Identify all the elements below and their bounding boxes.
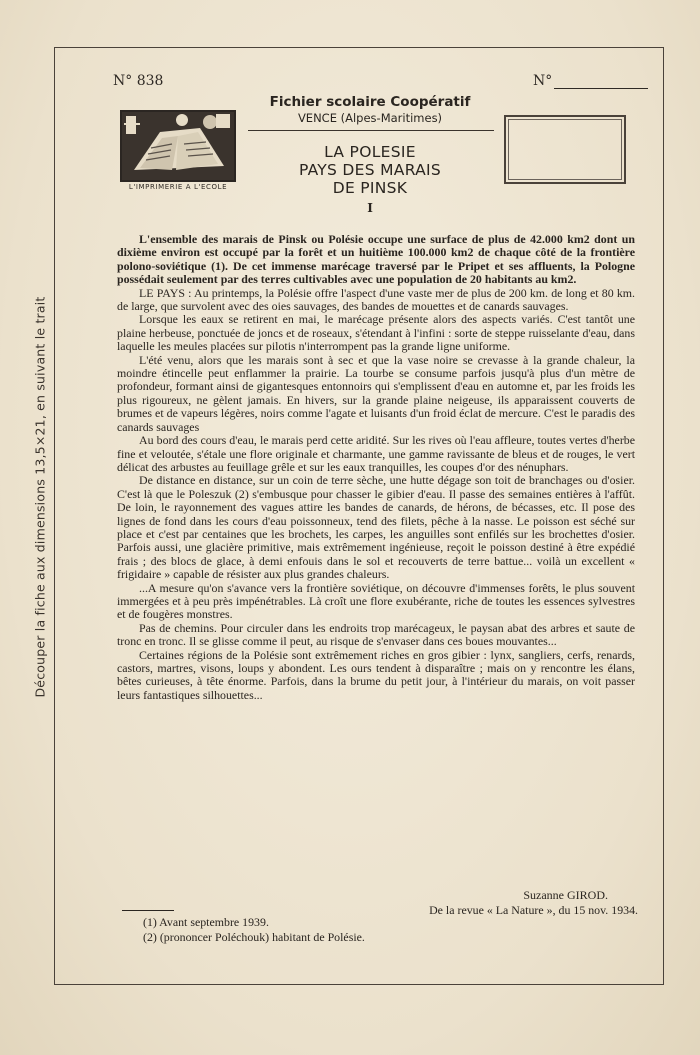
paragraph-hutte: De distance en distance, sur un coin de terre sèche, une hutte dégage son toit de branchages ou d'osier. C'est là que le Poleszuk (2) s'embusque pour chasser le gibier d'eau. Il passe des semaines entières à l'affût. De loin, le rayonnement des vagues attire les bandes de canards, de hérons, de bécasses, etc. Il pose des lignes de fond dans les cours d'eau poissonneux, tend des filets, pêche à la nasse. Le poisson est séché sur place et c'est par centaines que les brochets, les carpes, les anguilles sont enfilés sur les brochettes d'osier. Parfois aussi, une glacière primitive, mais extrêmement ingénieuse, reçoit le poisson destiné à être expédié frais ; des blocs de glace, à demi enfouis dans le sol et recouverts de terre battue... voilà un excellent « frigidaire » capable de résister aux plus grandes chaleurs.: [117, 473, 635, 582]
title-line-3: DE PINSK: [332, 179, 408, 197]
paragraph-gibier: Certaines régions de la Polésie sont extrêmement riches en gros gibier : lynx, sangliers, cerfs, renards, castors, martres, visons, loups y abondent. Les ours tendent à disparaître ; mais on y rencontre les élans, bêtes curieuses, à tête énorme. Parfois, dans la brume du petit jour, à l'intérieur du marais, on voit passer leurs fantastiques silhouettes...: [117, 647, 635, 702]
paragraph-pays: LE PAYS : Au printemps, la Polésie offre l'aspect d'une vaste mer de plus de 200 km. de long et 80 km. de large, que survolent avec des oies sauvages, des bandes de mouettes et de canards sauvages.: [117, 285, 635, 314]
cutting-instruction: Découper la fiche aux dimensions 13,5×21, en suivant le trait: [32, 296, 48, 698]
document-title: [248, 143, 492, 197]
article-body: [117, 233, 635, 702]
printing-press-logo: [120, 110, 236, 182]
footnote-2: (2) (prononcer Poléchouk) habitant de Polésie.: [143, 930, 365, 944]
publisher-location: VENCE (Alpes-Maritimes): [297, 111, 443, 125]
title-line-2: PAYS DES MARAIS: [298, 161, 442, 179]
paragraph-ete: L'été venu, alors que les marais sont à sec et que la vase noire se crevasse à la grande chaleur, la moindre étincelle peut enflammer la prairie. La tourbe se consume parfois jusqu'à plus d'un mètre de profondeur, formant ainsi de gigantesques entonnoirs qui s'emplissent d'eau en automne et, par les froids les plus rigoureux, ne gèlent jamais. En hivers, sur la grande plaine neigeuse, ils apparaissent couverts de brumes et de vapeurs légères, noirs comme l'agate et luisants d'un froid éclat de mercure. C'est le paradis des canards sauvages: [117, 352, 635, 434]
publisher-name: Fichier scolaire Coopératif: [269, 94, 471, 110]
intro-paragraph: L'ensemble des marais de Pinsk ou Polésie occupe une surface de plus de 42.000 km2 dont un dixième environ est occupé par la forêt et un huitième 100.000 km2 de chaque côté de la frontière polono-soviétique (1). De cet immense marécage traversé par le Pripet et ses affluents, la Pologne possédait seulement par des terres cultivables avec une population de 20 habitants au km2.: [117, 232, 635, 287]
part-number: I: [367, 201, 373, 215]
footnote-rule: [122, 910, 174, 911]
card-number: N° 838: [113, 73, 164, 89]
stamp-box: [504, 115, 626, 184]
card-number-blank: [533, 73, 648, 89]
author-signature: Suzanne GIROD.: [523, 888, 608, 902]
paragraph-forets: ...A mesure qu'on s'avance vers la frontière soviétique, on découvre d'immenses forêts, le plus souvent immergées et à peu près impénétrables. Là croît une flore exubérante, riche de toutes les essences sylvestres et de fougères monstres.: [117, 580, 635, 622]
source-citation: De la revue « La Nature », du 15 nov. 1934.: [429, 903, 638, 917]
footnote-1: (1) Avant septembre 1939.: [143, 915, 269, 929]
paragraph-mai: Lorsque les eaux se retirent en mai, le marécage présente alors des aspects variés. C'est tantôt une plaine herbeuse, ponctuée de joncs et de roseaux, s'étendant à l'infini : sorte de steppe ruisselante d'eau, dans laquelle les meules placées sur pilotis n'interrompent pas la grande ligne uniforme.: [117, 312, 635, 354]
paragraph-cours-eau: Au bord des cours d'eau, le marais perd cette aridité. Sur les rives où l'eau affleure, toutes vertes d'herbe fine et veloutée, s'étale une flore originale et charmante, une gamme ravissante de bleus et de rouges, le vert délicat des arbustes au feuillage grêle et sur les eaux tranquilles, les coupes d'or des nénuphars.: [117, 433, 635, 474]
card-number-blank-line: [554, 76, 648, 89]
title-line-1: LA POLESIE: [324, 143, 416, 161]
card-number-blank-label: N°: [533, 73, 553, 89]
paragraph-chemins: Pas de chemins. Pour circuler dans les endroits trop marécageux, le paysan abat des arbres et saute de tronc en tronc. Il se glisse comme il peut, au risque de s'envaser dans ces boues mouvantes...: [117, 620, 635, 649]
logo-caption: L'IMPRIMERIE A L'ECOLE: [128, 183, 228, 191]
header-rule: [248, 130, 494, 131]
printing-press-logo-icon: [120, 110, 236, 182]
